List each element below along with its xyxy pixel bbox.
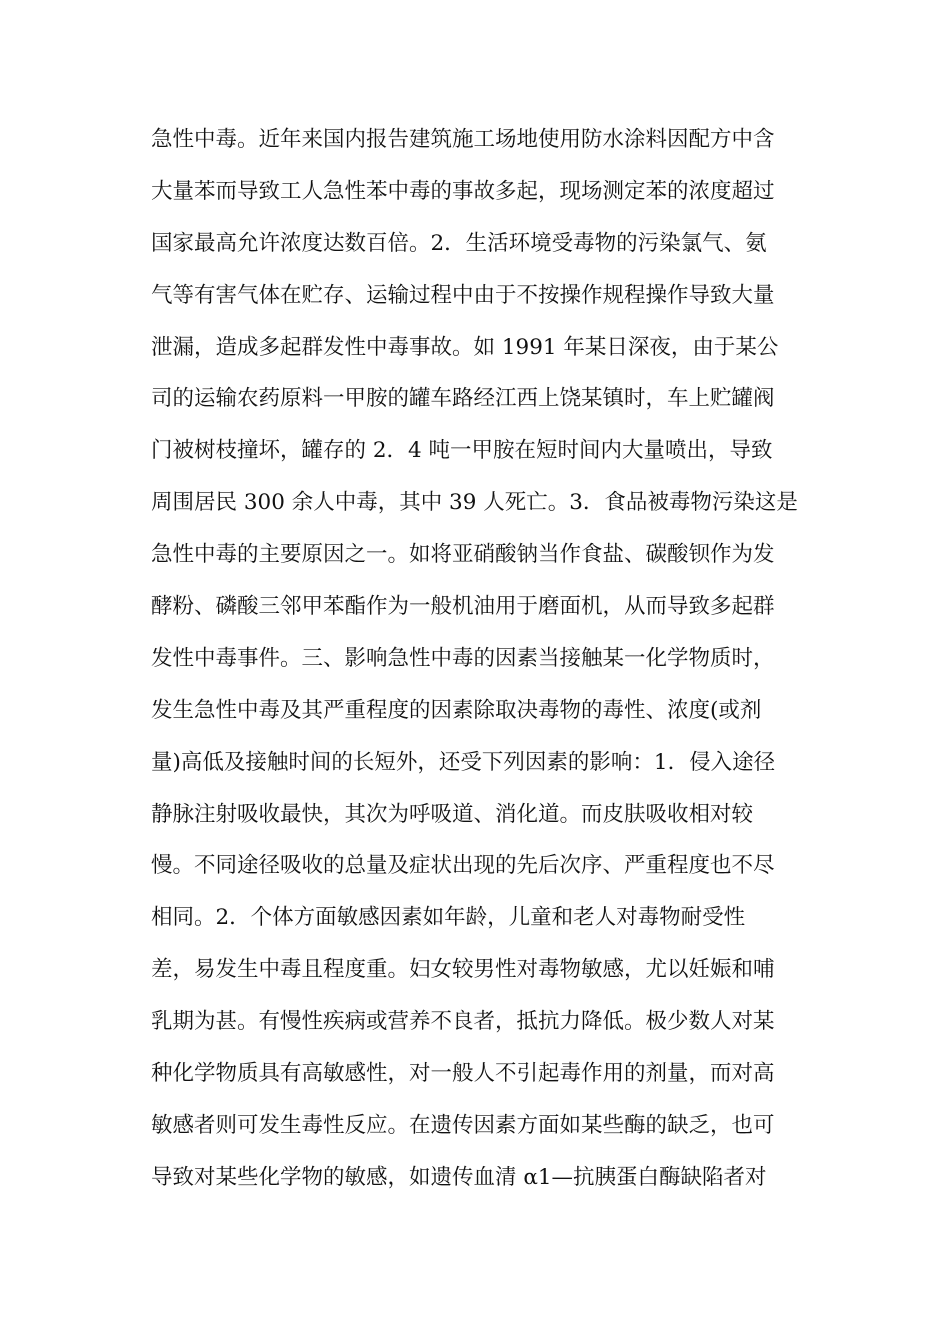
text-line-5: 泄漏，造成多起群发性中毒事故。如 1991 年某日深夜，由于某公 — [151, 334, 779, 360]
text-line-11: 发性中毒事件。三、影响急性中毒的因素当接触某一化学物质时， — [151, 645, 775, 671]
text-line-10: 酵粉、磷酸三邻甲苯酯作为一般机油用于磨面机，从而导致多起群 — [151, 594, 775, 620]
text-line-1: 急性中毒。近年来国内报告建筑施工场地使用防水涂料因配方中含 — [151, 127, 775, 152]
text-line-15: 慢。不同途径吸收的总量及症状出现的先后次序、严重程度也不尽 — [151, 853, 775, 879]
text-line-4: 气等有害气体在贮存、运输过程中由于不按操作规程操作导致大量 — [151, 282, 775, 308]
text-line-2: 大量苯而导致工人急性苯中毒的事故多起，现场测定苯的浓度超过 — [151, 178, 775, 204]
text-line-21: 导致对某些化学物的敏感，如遗传血清 α1—抗胰蛋白酶缺陷者对 — [151, 1164, 767, 1190]
text-line-14: 静脉注射吸收最快，其次为呼吸道、消化道。而皮肤吸收相对较 — [151, 801, 754, 827]
text-line-18: 乳期为甚。有慢性疾病或营养不良者，抵抗力降低。极少数人对某 — [151, 1009, 775, 1035]
text-line-3: 国家最高允许浓度达数百倍。2．生活环境受毒物的污染氯气、氨 — [151, 230, 767, 256]
text-line-20: 敏感者则可发生毒性反应。在遗传因素方面如某些酶的缺乏，也可 — [151, 1112, 775, 1138]
text-line-7: 门被树枝撞坏，罐存的 2．4 吨一甲胺在短时间内大量喷出，导致 — [151, 438, 773, 464]
body-text — [151, 114, 811, 1204]
text-line-6: 司的运输农药原料一甲胺的罐车路经江西上饶某镇时，车上贮罐阀 — [151, 386, 775, 412]
text-line-19: 种化学物质具有高敏感性，对一般人不引起毒作用的剂量，而对高 — [151, 1061, 775, 1087]
text-line-13: 量)高低及接触时间的长短外，还受下列因素的影响：1．侵入途径 — [151, 749, 776, 775]
text-line-17: 差，易发生中毒且程度重。妇女较男性对毒物敏感，尤以妊娠和哺 — [151, 957, 775, 983]
text-line-12: 发生急性中毒及其严重程度的因素除取决毒物的毒性、浓度(或剂 — [151, 697, 762, 723]
text-line-9: 急性中毒的主要原因之一。如将亚硝酸钠当作食盐、碳酸钡作为发 — [151, 542, 775, 568]
text-line-8: 周围居民 300 余人中毒，其中 39 人死亡。3．食品被毒物污染这是 — [151, 490, 798, 516]
text-line-16: 相同。2．个体方面敏感因素如年龄，儿童和老人对毒物耐受性 — [151, 905, 746, 931]
